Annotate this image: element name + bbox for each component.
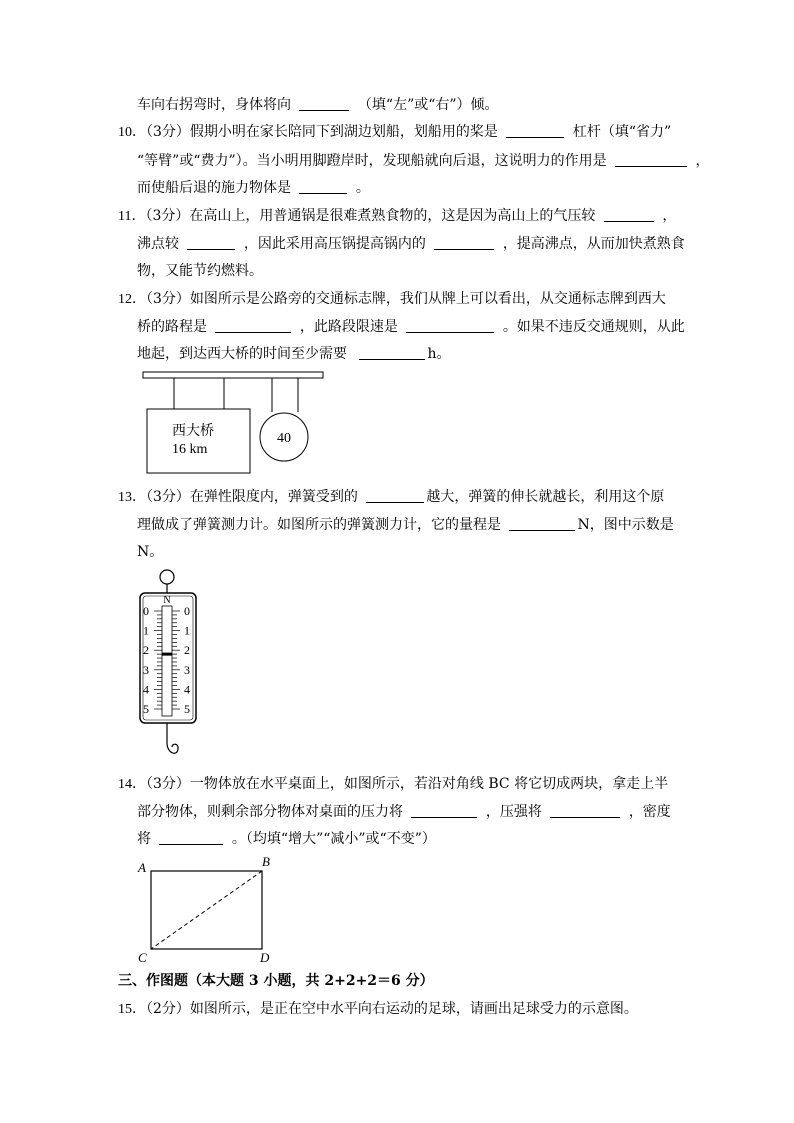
spring-scale-figure: [136, 567, 202, 767]
q11-blank-1[interactable]: [604, 207, 654, 222]
q13-line-1: [118, 488, 664, 507]
q11-blank-3[interactable]: [434, 235, 494, 250]
sign-place-label: 西大桥: [172, 424, 214, 439]
sign-bar: [143, 372, 323, 378]
q12-blank-3[interactable]: [359, 345, 425, 360]
q10-number: 10．: [118, 125, 146, 140]
q14-blank-2[interactable]: [550, 803, 620, 818]
q11-text-1a: 在高山上，用普通锅是很难煮熟食物的，这是因为高山上的气压较: [189, 208, 596, 224]
q14-text-2c: ，密度: [628, 804, 671, 820]
q13-blank-1[interactable]: [366, 488, 424, 503]
scale-right-label: 4: [184, 682, 190, 697]
q9-text-end: （填“左”或“右”）倾。: [357, 97, 499, 113]
q9-blank[interactable]: [299, 96, 349, 111]
q10-blank-1[interactable]: [506, 123, 564, 138]
q12-text-2b: ，此路段限速是: [299, 319, 398, 335]
q12-line-3: [137, 345, 450, 363]
q11-number: 11．: [118, 209, 146, 224]
scale-right-label: 3: [184, 662, 190, 677]
scale-left-label: 2: [143, 643, 149, 658]
q13-text-2b: N，图中示数是: [577, 517, 674, 533]
speed-limit-label: 40: [277, 431, 291, 446]
q14-text-2a: 部分物体，则剩余部分物体对桌面的压力将: [137, 804, 403, 820]
q10-text-2b: ，: [695, 153, 710, 169]
label-b: B: [262, 854, 270, 869]
q13-text-2a: 理做成了弹簧测力计。如图所示的弹簧测力计，它的量程是: [137, 517, 501, 533]
q14-text-3a: 将: [137, 831, 151, 847]
q12-text-2a: 桥的路程是: [137, 319, 207, 335]
scale-left-label: 4: [143, 682, 149, 697]
q14-text-3b: 。（均填“增大”“减小”或“不变”）: [231, 831, 436, 847]
q14-score: （3分）: [146, 776, 190, 792]
sign-distance-label: 16 km: [172, 442, 208, 457]
q13-text-3: N。: [137, 544, 164, 560]
scale-right-label: 5: [184, 702, 190, 716]
q10-blank-2[interactable]: [615, 152, 687, 167]
q10-blank-3[interactable]: [299, 179, 347, 194]
label-a: A: [138, 860, 146, 875]
q12-score: （3分）: [146, 291, 190, 307]
q12-blank-2[interactable]: [406, 318, 494, 333]
q14-text-1: 一物体放在水平桌面上，如图所示，若沿对角线 BC 将它切成两块，拿走上半: [189, 776, 669, 792]
q14-number: 14．: [118, 777, 146, 792]
q9-text: 车向右拐弯时，身体将向: [137, 97, 291, 113]
q11-text-2b: ，因此采用高压锅提高锅内的: [243, 236, 426, 252]
scale-left-label: 3: [143, 662, 149, 677]
q15-number: 15．: [118, 1002, 146, 1017]
q13-score: （3分）: [146, 489, 190, 505]
q11-text-1b: ，: [662, 208, 677, 224]
scale-pointer: [162, 653, 172, 656]
q11-blank-2[interactable]: [187, 235, 235, 250]
q13-line-2: [137, 516, 674, 534]
q12-blank-1[interactable]: [215, 318, 291, 333]
q10-text-1b: 杠杆（填“省力”: [572, 124, 672, 140]
q15-line: [118, 1000, 638, 1019]
q10-text-2a: “等臂”或“费力”）。当小明用脚蹬岸时，发现船就向后退，这说明力的作用是: [137, 153, 607, 169]
label-d: D: [260, 950, 270, 965]
scale-left-label: 0: [143, 604, 149, 618]
scale-top-ring: [160, 570, 174, 584]
q10-line-2: [137, 152, 710, 170]
q9-line: [137, 96, 499, 114]
q12-text-3b: h。: [427, 346, 451, 362]
q12-text-2c: 。如果不违反交通规则，从此: [502, 319, 685, 335]
traffic-sign-figure: [140, 368, 326, 476]
q11-line-2: [137, 235, 685, 253]
q13-text-1b: 越大，弹簧的伸长就越长，利用这个原: [426, 489, 665, 505]
q10-text-1a: 假期小明在家长陪同下到湖边划船，划船用的桨是: [189, 124, 498, 140]
q13-number: 13．: [118, 490, 146, 505]
label-c: C: [138, 950, 147, 965]
q12-line-1: [118, 290, 666, 309]
q14-blank-3[interactable]: [159, 830, 223, 845]
q12-number: 12．: [118, 292, 146, 307]
scale-bottom-hook: [167, 743, 178, 753]
q14-line-3: [137, 830, 436, 848]
q11-score: （3分）: [145, 208, 190, 224]
q11-text-2a: 沸点较: [137, 236, 179, 252]
scale-unit-label: N: [163, 595, 171, 606]
q14-line-2: [137, 803, 671, 821]
q15-text: 如图所示，是正在空中水平向右运动的足球，请画出足球受力的示意图。: [189, 1001, 638, 1017]
q13-line-3: [137, 543, 163, 561]
q14-line-1: [118, 775, 668, 794]
q13-blank-2[interactable]: [509, 516, 575, 531]
q12-line-2: [137, 318, 685, 336]
q11-text-2c: ，提高沸点，从而加快煮熟食: [502, 236, 685, 252]
q10-text-3b: 。: [355, 180, 370, 196]
q11-line-3: [137, 262, 263, 280]
q12-text-3a: 地起，到达西大桥的时间至少需要: [137, 346, 347, 362]
scale-left-label: 1: [143, 623, 149, 638]
block-diagram-figure: [133, 852, 283, 968]
q12-text-1: 如图所示是公路旁的交通标志牌，我们从牌上可以看出，从交通标志牌到西大: [189, 291, 666, 307]
q10-text-3a: 而使船后退的施力物体是: [137, 180, 291, 196]
q13-text-1a: 在弹性限度内，弹簧受到的: [189, 489, 358, 505]
scale-left-label: 5: [143, 702, 149, 716]
scale-slot: [162, 606, 172, 716]
scale-right-label: 1: [184, 623, 190, 638]
q10-line-1: [118, 123, 671, 142]
q11-text-3: 物，又能节约燃料。: [137, 263, 263, 279]
q11-line-1: [118, 207, 676, 226]
distance-sign-board: [147, 409, 250, 473]
q10-line-3: [137, 179, 370, 197]
scale-right-label: 2: [184, 643, 190, 658]
scale-right-label: 0: [184, 604, 190, 618]
section-3-title: 三、作图题（本大题 3 小题，共 2+2+2＝6 分）: [118, 973, 434, 989]
q10-score: （3分）: [146, 124, 190, 140]
q15-score: （2分）: [146, 1001, 190, 1017]
q14-blank-1[interactable]: [411, 803, 477, 818]
q14-text-2b: ，压强将: [485, 804, 542, 820]
